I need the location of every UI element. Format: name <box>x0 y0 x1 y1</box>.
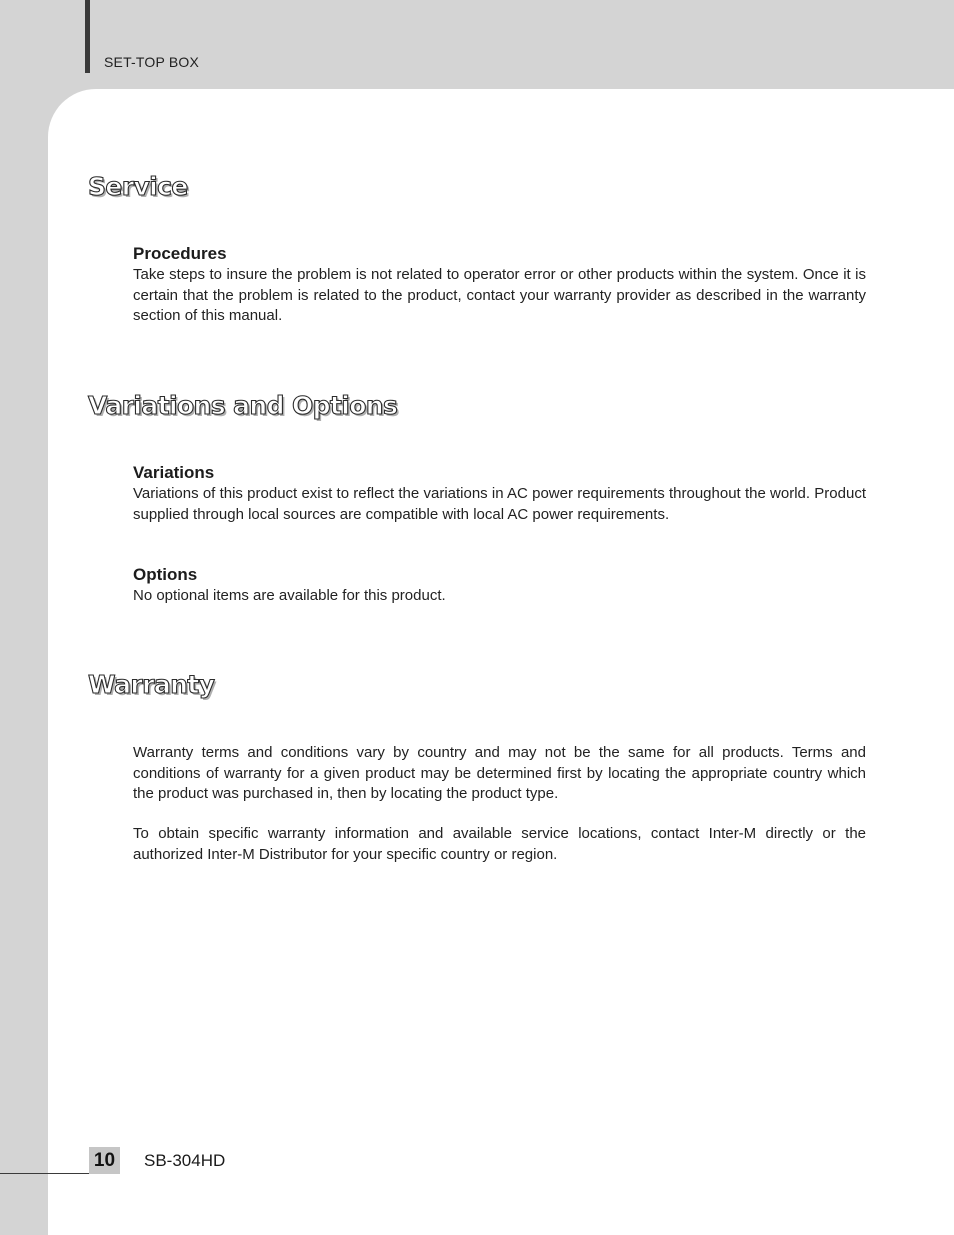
section-title-warranty: Warranty <box>88 670 215 699</box>
subsection-title-procedures: Procedures <box>133 244 227 263</box>
warranty-paragraph: To obtain specific warranty information and available service locations, contact Inter-M directly or the authorized Inter-M Distributor for your specific country or region. <box>133 825 866 863</box>
procedures-text: Take steps to insure the problem is not related to operator error or other products within the system. Once it is certain that the problem is related to the product, contact your warranty provider as described in the warranty section of this manual. <box>133 266 866 324</box>
warranty-paragraph: Warranty terms and conditions vary by country and may not be the same for all products. Terms and conditions of warranty for a given product may be determined first by locating the appropriate country which the product was purchased in, then by locating the product type. <box>133 744 866 802</box>
page-number: 10 <box>89 1147 120 1174</box>
section-title-variations-options: Variations and Options <box>88 391 398 420</box>
model-label: SB-304HD <box>144 1151 226 1170</box>
header-label: SET-TOP BOX <box>104 54 200 70</box>
variations-text: Variations of this product exist to reflect the variations in AC power requirements throughout the world. Product supplied through local sources are compatible with local AC power requirements. <box>133 485 866 523</box>
subsection-title-options: Options <box>133 565 198 584</box>
header-accent-bar <box>85 0 90 73</box>
section-title-service: Service <box>88 172 188 201</box>
subsection-title-variations: Variations <box>133 463 215 482</box>
options-text: No optional items are available for this product. <box>133 587 446 604</box>
